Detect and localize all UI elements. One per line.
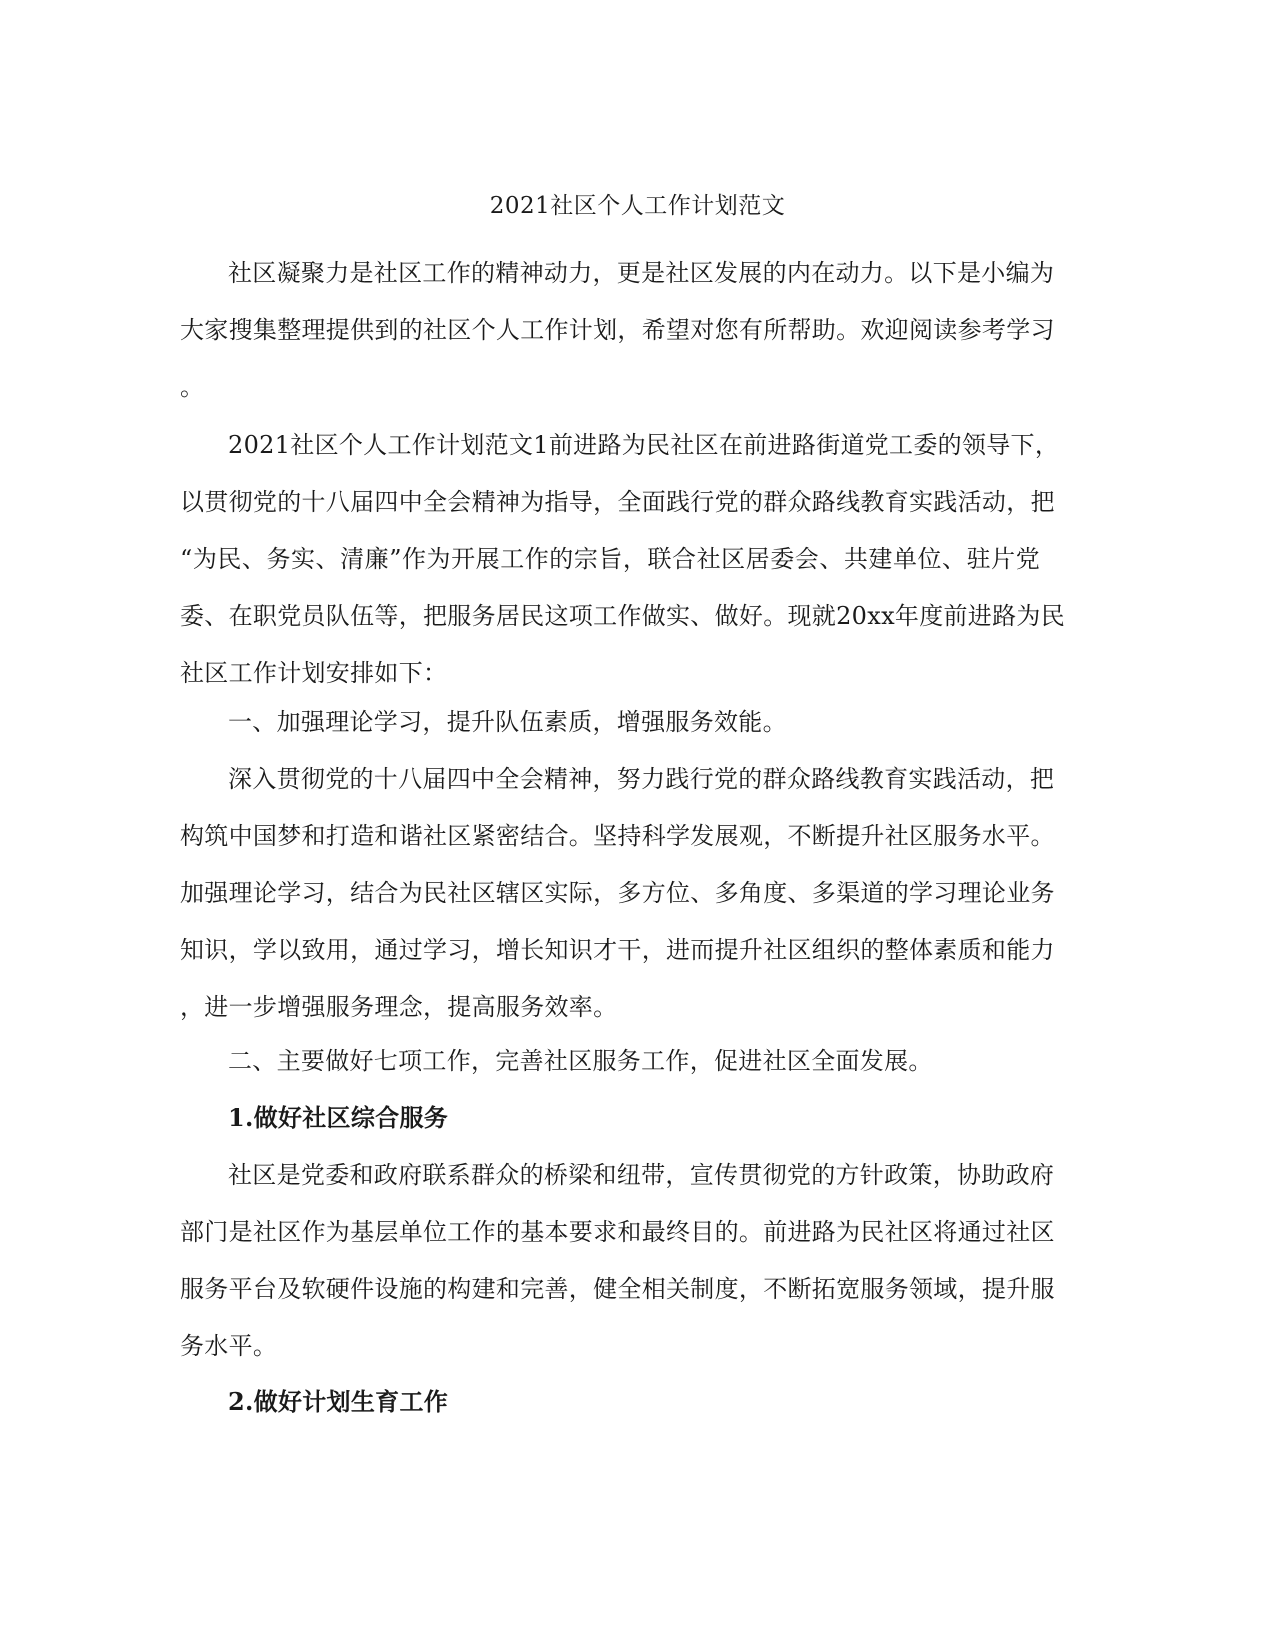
paragraph-line: 。 xyxy=(180,373,205,401)
paragraph-line: 加强理论学习，结合为民社区辖区实际，多方位、多角度、多渠道的学习理论业务 xyxy=(180,879,1055,907)
paragraph-line: 知识，学以致用，通过学习，增长知识才干，进而提升社区组织的整体素质和能力 xyxy=(180,936,1055,964)
paragraph-line: 构筑中国梦和打造和谐社区紧密结合。坚持科学发展观，不断提升社区服务水平。 xyxy=(180,822,1055,850)
paragraph-line: 社区凝聚力是社区工作的精神动力，更是社区发展的内在动力。以下是小编为 xyxy=(228,259,1055,287)
paragraph-line: 服务平台及软硬件设施的构建和完善，健全相关制度，不断拓宽服务领域，提升服 xyxy=(180,1275,1055,1303)
document-title: 2021社区个人工作计划范文 xyxy=(489,193,786,219)
paragraph-line: 社区是党委和政府联系群众的桥梁和纽带，宣传贯彻党的方针政策，协助政府 xyxy=(228,1161,1055,1189)
paragraph-line: ，进一步增强服务理念，提高服务效率。 xyxy=(180,993,618,1021)
paragraph-line: “为民、务实、清廉”作为开展工作的宗旨，联合社区居委会、共建单位、驻片党 xyxy=(180,545,1040,573)
paragraph-line: 2021社区个人工作计划范文1前进路为民社区在前进路街道党工委的领导下， xyxy=(228,431,1060,459)
section-heading: 一、加强理论学习，提升队伍素质，增强服务效能。 xyxy=(228,708,787,736)
paragraph-line: 深入贯彻党的十八届四中全会精神，努力践行党的群众路线教育实践活动，把 xyxy=(228,765,1055,793)
paragraph-line: 社区工作计划安排如下： xyxy=(180,659,448,687)
subsection-heading: 1.做好社区综合服务 xyxy=(228,1103,449,1132)
paragraph-line: 大家搜集整理提供到的社区个人工作计划，希望对您有所帮助。欢迎阅读参考学习 xyxy=(180,316,1055,344)
paragraph-line: 以贯彻党的十八届四中全会精神为指导，全面践行党的群众路线教育实践活动，把 xyxy=(180,488,1055,516)
section-heading: 二、主要做好七项工作，完善社区服务工作，促进社区全面发展。 xyxy=(228,1047,933,1075)
paragraph-line: 务水平。 xyxy=(180,1332,278,1360)
subsection-heading: 2.做好计划生育工作 xyxy=(228,1387,449,1416)
paragraph-line: 部门是社区作为基层单位工作的基本要求和最终目的。前进路为民社区将通过社区 xyxy=(180,1218,1055,1246)
paragraph-line: 委、在职党员队伍等，把服务居民这项工作做实、做好。现就20xx年度前进路为民 xyxy=(180,602,1066,630)
